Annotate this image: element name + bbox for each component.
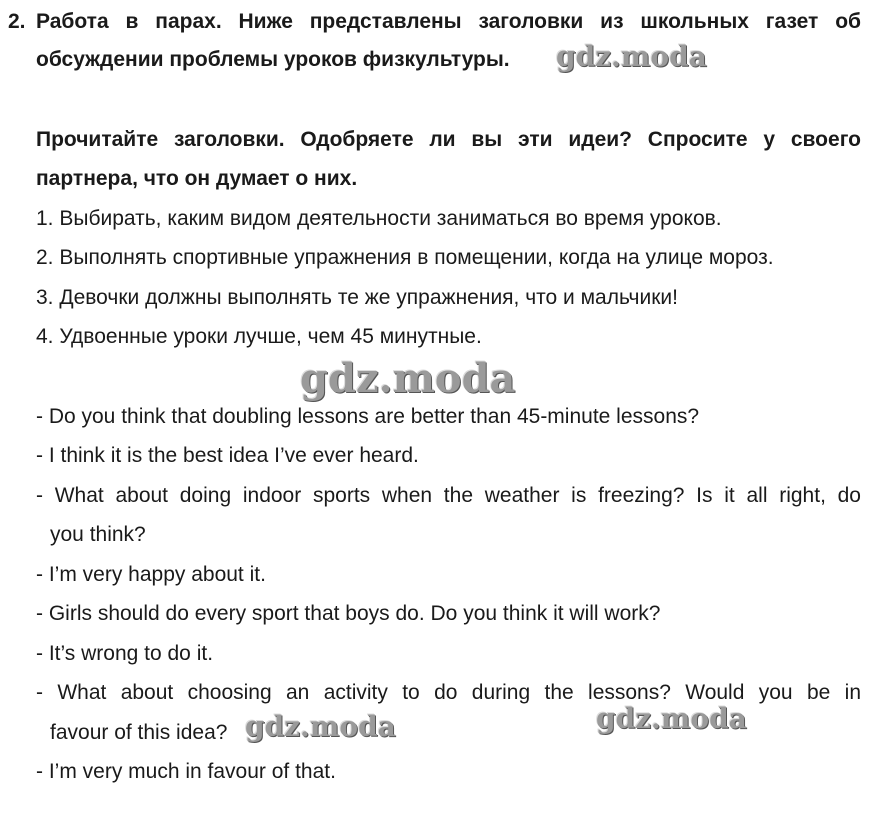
- dialogue-line: you think?: [50, 523, 146, 546]
- instruction-line1: Прочитайте заголовки. Одобряете ли вы эти идеи? Спросите у своего: [36, 128, 861, 151]
- headline-item: 4. Удвоенные уроки лучше, чем 45 минутные.: [36, 325, 482, 348]
- watermark-logo: gdz.moda: [245, 710, 396, 743]
- dialogue-line: - I think it is the best idea I’ve ever heard.: [36, 444, 419, 467]
- task-number: 2.: [8, 10, 26, 33]
- dialogue-line: - Girls should do every sport that boys do. Do you think it will work?: [36, 602, 661, 625]
- dialogue-line: - What about choosing an activity to do during the lessons? Would you be in: [36, 681, 861, 704]
- instruction-line2: партнера, что он думает о них.: [36, 167, 358, 190]
- dialogue-line: - I’m very much in favour of that.: [36, 760, 336, 783]
- task-heading-line2: обсуждении проблемы уроков физкультуры.: [36, 48, 510, 71]
- task-heading-line1: Работа в парах. Ниже представлены заголовки из школьных газет об: [36, 10, 861, 33]
- watermark-logo: gdz.moda: [596, 702, 747, 735]
- watermark-logo: gdz.moda: [556, 40, 707, 73]
- dialogue-line: - What about doing indoor sports when the weather is freezing? Is it all right, do: [36, 484, 861, 507]
- headline-item: 3. Девочки должны выполнять те же упражнения, что и мальчики!: [36, 286, 678, 309]
- dialogue-line: - Do you think that doubling lessons are better than 45-minute lessons?: [36, 405, 700, 428]
- headline-item: 2. Выполнять спортивные упражнения в помещении, когда на улице мороз.: [36, 246, 774, 269]
- watermark-logo: gdz.moda: [300, 355, 516, 402]
- dialogue-line: favour of this idea?: [50, 721, 228, 744]
- headline-item: 1. Выбирать, каким видом деятельности заниматься во время уроков.: [36, 207, 722, 230]
- dialogue-line: - I’m very happy about it.: [36, 563, 266, 586]
- dialogue-line: - It’s wrong to do it.: [36, 642, 214, 665]
